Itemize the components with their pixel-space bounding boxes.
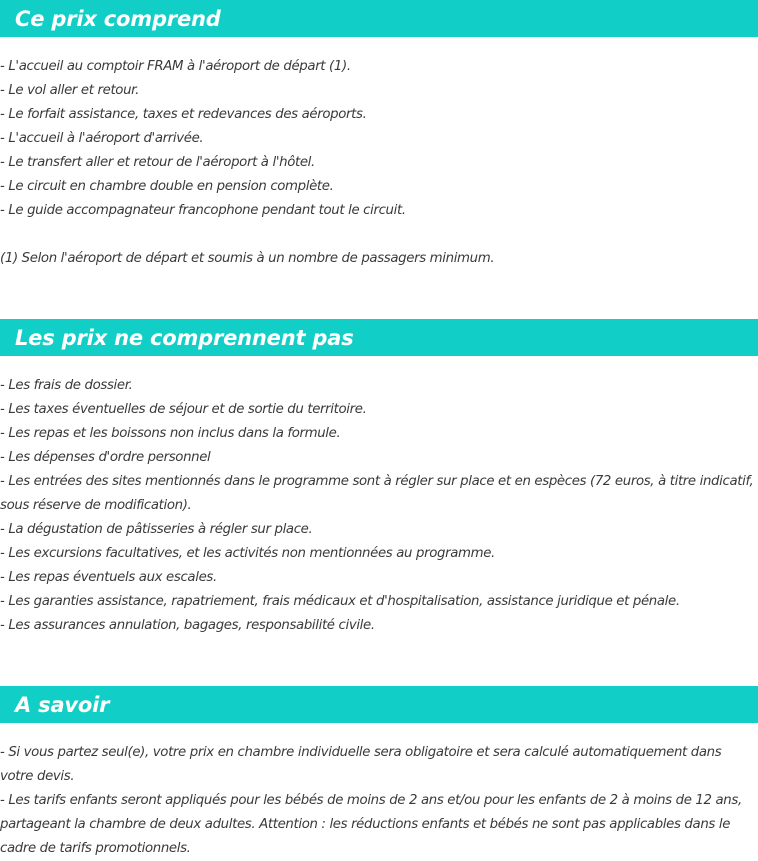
spacer xyxy=(0,223,758,247)
list-item: - Les excursions facultatives, et les activités non mentionnées au programme. xyxy=(0,546,495,561)
list-item: - Les tarifs enfants seront appliqués pour les bébés de moins de 2 ans et/ou pour les enfants de 2 à moins de 12 ans, partageant la chambre de deux adultes. Attention : les réductions enfants et bébés ne sont pas applicables dans le cadre de tarifs promotionnels. xyxy=(0,793,742,856)
list-item: - Le vol aller et retour. xyxy=(0,83,139,98)
list-item: - Les repas éventuels aux escales. xyxy=(0,570,217,585)
list-item: - Le guide accompagnateur francophone pendant tout le circuit. xyxy=(0,203,406,218)
list-item: - Le circuit en chambre double en pension complète. xyxy=(0,179,334,194)
section-included xyxy=(0,0,758,271)
list-item: - Le forfait assistance, taxes et redevances des aéroports. xyxy=(0,107,367,122)
list-item: - Les frais de dossier. xyxy=(0,378,133,393)
section-title: Ce prix comprend xyxy=(15,6,221,31)
list-item: - La dégustation de pâtisseries à régler sur place. xyxy=(0,522,313,537)
list-item: - Les entrées des sites mentionnés dans le programme sont à régler sur place et en espèces (72 euros, à titre indicatif, sous réserve de modification). xyxy=(0,474,754,513)
list-item: - Les taxes éventuelles de séjour et de sortie du territoire. xyxy=(0,402,367,417)
list-item: - L'accueil à l'aéroport d'arrivée. xyxy=(0,131,204,146)
section-header xyxy=(0,319,758,356)
list-item: - Les repas et les boissons non inclus dans la formule. xyxy=(0,426,341,441)
section-header xyxy=(0,686,758,723)
list-item: - Les dépenses d'ordre personnel xyxy=(0,450,211,465)
section-body xyxy=(0,356,758,638)
section-title: Les prix ne comprennent pas xyxy=(15,325,354,350)
section-info xyxy=(0,686,758,861)
list-item: - L'accueil au comptoir FRAM à l'aéroport de départ (1). xyxy=(0,59,351,74)
section-header xyxy=(0,0,758,37)
list-item: - Si vous partez seul(e), votre prix en chambre individuelle sera obligatoire et sera calculé automatiquement dans votre devis. xyxy=(0,745,722,784)
list-item: - Le transfert aller et retour de l'aéroport à l'hôtel. xyxy=(0,155,315,170)
section-body xyxy=(0,37,758,271)
section-title: A savoir xyxy=(15,692,110,717)
footnote: (1) Selon l'aéroport de départ et soumis à un nombre de passagers minimum. xyxy=(0,251,495,266)
section-excluded xyxy=(0,319,758,638)
list-item: - Les assurances annulation, bagages, responsabilité civile. xyxy=(0,618,375,633)
section-body xyxy=(0,723,758,861)
list-item: - Les garanties assistance, rapatriement, frais médicaux et d'hospitalisation, assistance juridique et pénale. xyxy=(0,594,680,609)
